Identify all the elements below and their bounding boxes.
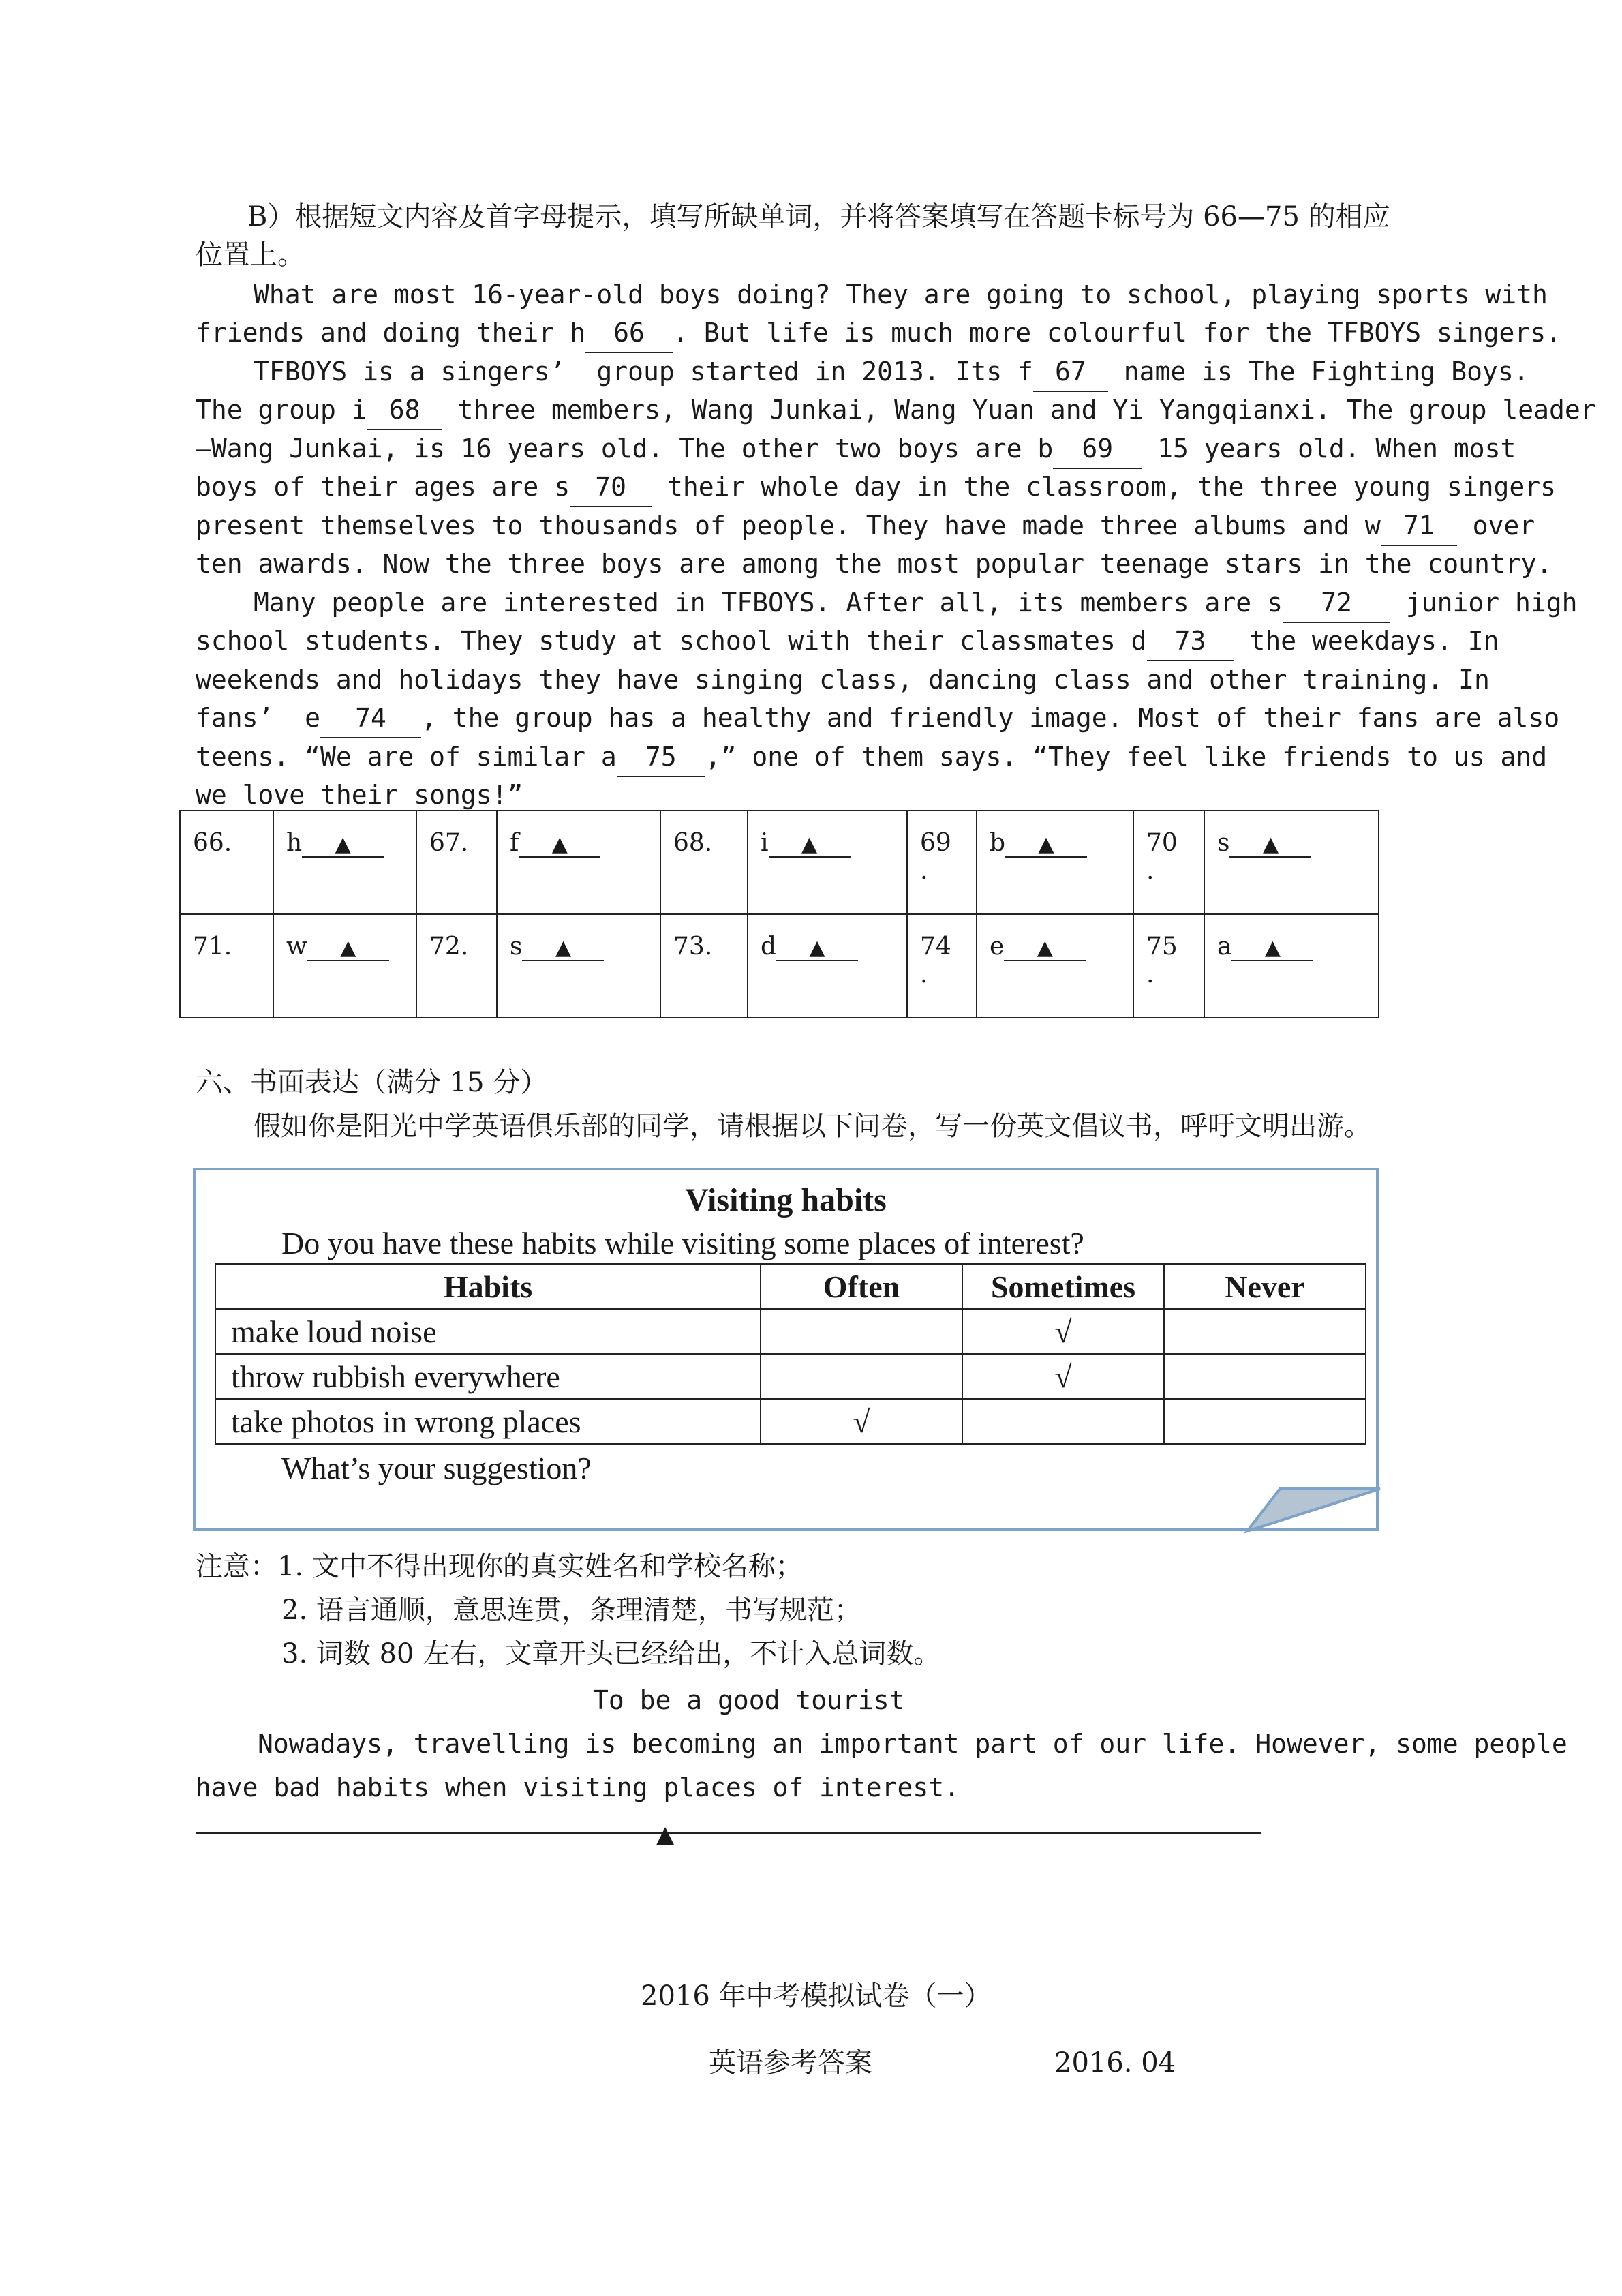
passage-line: school students. They study at school with their classmates d 73 the weekdays. In	[196, 622, 1499, 661]
answer-cell-68[interactable]: i ▲	[748, 811, 907, 914]
survey-question: Do you have these habits while visiting some places of interest?	[281, 1226, 1084, 1260]
answer-cell-75[interactable]: a ▲	[1204, 914, 1379, 1018]
never-cell	[1164, 1309, 1366, 1354]
survey-title: Visiting habits	[685, 1182, 887, 1218]
section-b-instruction-line1: B）根据短文内容及首字母提示，填写所缺单词，并将答案填写在答题卡标号为 66—75 的相应	[247, 201, 1390, 232]
survey-suggestion: What’s your suggestion?	[281, 1451, 592, 1485]
page-curl-icon	[1227, 1479, 1390, 1541]
answer-row-2	[180, 914, 1379, 1018]
essay-line: Nowadays, travelling is becoming an important part of our life. However, some people	[258, 1729, 1567, 1759]
passage-line: boys of their ages are s 70 their whole day in the classroom, the three young singers	[196, 468, 1556, 507]
answer-num: 72.	[416, 914, 497, 1018]
never-cell	[1164, 1354, 1366, 1399]
blank-66: 66	[585, 314, 673, 353]
table-row	[215, 1354, 1366, 1399]
answer-cell-71[interactable]: w ▲	[273, 914, 416, 1018]
blank-70: 70	[570, 468, 652, 507]
section-6-prompt: 假如你是阳光中学英语俱乐部的同学，请根据以下问卷，写一份英文倡议书，呼吁文明出游。	[254, 1111, 1371, 1142]
answer-cell-66[interactable]: h ▲	[273, 811, 416, 914]
triangle-icon: ▲	[519, 832, 600, 858]
triangle-icon: ▲	[302, 832, 384, 858]
essay-line: have bad habits when visiting places of interest.	[196, 1772, 960, 1802]
table-row	[215, 1399, 1366, 1444]
habit-cell: throw rubbish everywhere	[215, 1354, 761, 1399]
answer-cell-67[interactable]: f ▲	[497, 811, 660, 914]
answer-cell-70[interactable]: s ▲	[1204, 811, 1379, 914]
often-cell	[761, 1354, 962, 1399]
blank-68: 68	[367, 391, 442, 430]
passage-line: —Wang Junkai, is 16 years old. The other two boys are b 69 15 years old. When most	[196, 429, 1516, 469]
habits-table	[215, 1263, 1366, 1445]
blank-74: 74	[320, 699, 421, 738]
triangle-icon: ▲	[1005, 832, 1087, 858]
answer-num: 73.	[660, 914, 748, 1018]
never-cell	[1164, 1399, 1366, 1444]
note-3: 3. 词数 80 左右，文章开头已经给出，不计入总词数。	[281, 1638, 941, 1670]
blank-69: 69	[1053, 429, 1142, 469]
answer-num: 70 .	[1133, 811, 1204, 914]
passage-line: friends and doing their h 66 . But life is much more colourful for the TFBOYS singers.	[196, 314, 1561, 353]
triangle-icon: ▲	[769, 832, 851, 858]
answer-row-1	[180, 811, 1379, 914]
sometimes-header: Sometimes	[962, 1264, 1164, 1309]
answer-cell-72[interactable]: s ▲	[497, 914, 660, 1018]
habit-cell: make loud noise	[215, 1309, 761, 1354]
often-cell: √	[761, 1399, 962, 1444]
triangle-icon: ▲	[522, 936, 604, 961]
writing-line[interactable]	[196, 1832, 1261, 1834]
blank-73: 73	[1147, 622, 1234, 661]
note-2: 2. 语言通顺，意思连贯，条理清楚，书写规范；	[281, 1595, 861, 1626]
habits-header-row	[215, 1264, 1366, 1309]
passage-line: fans’ e 74 , the group has a healthy and friendly image. Most of their fans are also	[196, 699, 1559, 738]
answer-key-date: 2016. 04	[1054, 2047, 1176, 2079]
answer-cell-74[interactable]: e ▲	[977, 914, 1133, 1018]
answer-num: 68.	[660, 811, 748, 914]
note-1: 注意：1. 文中不得出现你的真实姓名和学校名称；	[196, 1551, 803, 1582]
blank-67: 67	[1033, 352, 1108, 392]
answer-num: 71.	[180, 914, 273, 1018]
section-b-instruction-line2: 位置上。	[196, 239, 305, 271]
triangle-icon: ▲	[1231, 936, 1313, 961]
often-cell	[761, 1309, 962, 1354]
sometimes-cell: √	[962, 1354, 1164, 1399]
answer-num: 75 .	[1133, 914, 1204, 1018]
answer-cell-69[interactable]: b ▲	[977, 811, 1133, 914]
often-header: Often	[761, 1264, 962, 1309]
passage-line: we love their songs!”	[196, 780, 523, 810]
blank-75: 75	[617, 738, 705, 777]
habit-cell: take photos in wrong places	[215, 1399, 761, 1444]
passage-line: present themselves to thousands of people. They have made three albums and w 71 over	[196, 507, 1535, 546]
triangle-icon: ▲	[1229, 832, 1311, 858]
passage-line: TFBOYS is a singers’ group started in 2013. Its f 67 name is The Fighting Boys.	[254, 352, 1529, 392]
passage-line: teens. “We are of similar a 75 ,” one of them says. “They feel like friends to us and	[196, 738, 1547, 777]
answer-key-title: 2016 年中考模拟试卷（一）	[641, 1980, 992, 2012]
passage-line: Many people are interested in TFBOYS. After all, its members are s 72 junior high	[254, 584, 1578, 623]
table-row	[215, 1309, 1366, 1354]
answer-num: 74 .	[907, 914, 977, 1018]
section-6-heading: 六、书面表达（满分 15 分）	[196, 1067, 548, 1098]
passage-line: ten awards. Now the three boys are among the most popular teenage stars in the country.	[196, 549, 1552, 579]
blank-71: 71	[1381, 507, 1457, 546]
answer-table	[179, 810, 1379, 1018]
passage-line: weekends and holidays they have singing class, dancing class and other training. In	[196, 665, 1490, 695]
passage-line: The group i 68 three members, Wang Junkai, Wang Yuan and Yi Yangqianxi. The group leader	[196, 391, 1596, 430]
triangle-icon: ▲	[307, 936, 389, 961]
answer-num: 66.	[180, 811, 273, 914]
essay-title: To be a good tourist	[593, 1685, 905, 1715]
triangle-icon: ▲	[1004, 936, 1086, 961]
never-header: Never	[1164, 1264, 1366, 1309]
answer-num: 67.	[416, 811, 497, 914]
passage-line: What are most 16-year-old boys doing? They are going to school, playing sports with	[254, 280, 1548, 309]
blank-72: 72	[1283, 584, 1390, 623]
answer-num: 69 .	[907, 811, 977, 914]
triangle-icon: ▲	[656, 1821, 675, 1848]
sometimes-cell	[962, 1399, 1164, 1444]
sometimes-cell: √	[962, 1309, 1164, 1354]
answer-cell-73[interactable]: d ▲	[748, 914, 907, 1018]
habits-header: Habits	[215, 1264, 761, 1309]
answer-key-subtitle: 英语参考答案	[709, 2047, 872, 2079]
triangle-icon: ▲	[776, 936, 858, 961]
